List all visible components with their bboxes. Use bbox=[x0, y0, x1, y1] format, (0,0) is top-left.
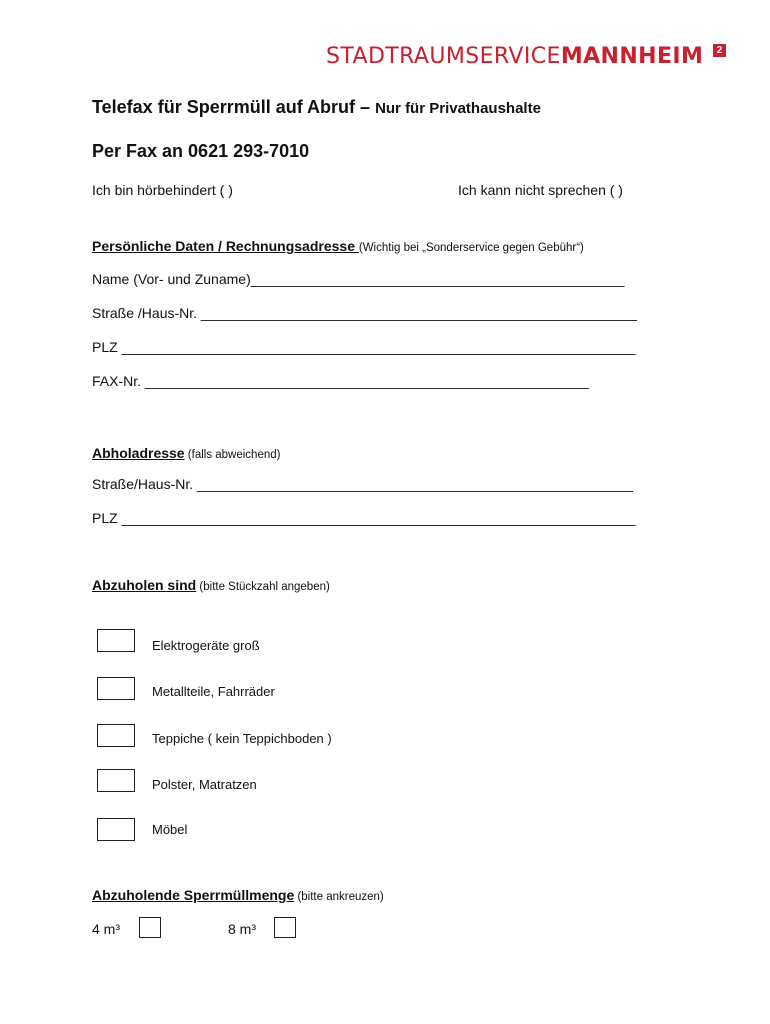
logo-text-bold: MANNHEIM bbox=[560, 44, 704, 69]
pickup-heading: Abholadresse bbox=[92, 445, 185, 461]
logo bbox=[326, 44, 726, 74]
quantity-box-upholstery[interactable] bbox=[97, 769, 135, 792]
zip-field[interactable]: PLZ __________________________________________________________________ bbox=[92, 339, 636, 355]
option-speech-impaired[interactable]: Ich kann nicht sprechen ( ) bbox=[458, 182, 623, 198]
item-label-furniture: Möbel bbox=[152, 822, 188, 837]
title-sub: Nur für Privathaushalte bbox=[375, 100, 541, 117]
items-heading: Abzuholen sind bbox=[92, 577, 197, 593]
volume-option-4-checkbox[interactable] bbox=[139, 917, 161, 938]
quantity-box-carpets[interactable] bbox=[97, 724, 135, 747]
item-label-metal: Metallteile, Fahrräder bbox=[152, 684, 275, 699]
volume-option-8-label: 8 m³ bbox=[228, 921, 256, 937]
personal-note: (Wichtig bei „Sonderservice gegen Gebühr“) bbox=[358, 242, 584, 254]
fax-number: Per Fax an 0621 293-7010 bbox=[92, 141, 310, 161]
street-field[interactable]: Straße /Haus-Nr. ________________________________________________________ bbox=[92, 305, 637, 321]
personal-section-header bbox=[92, 238, 584, 256]
volume-heading: Abzuholende Sperrmüllmenge bbox=[92, 887, 295, 903]
personal-heading: Persönliche Daten / Rechnungsadresse bbox=[92, 238, 359, 254]
quantity-box-electronics[interactable] bbox=[97, 629, 135, 652]
title-main: Telefax für Sperrmüll auf Abruf – bbox=[92, 97, 376, 117]
items-note: (bitte Stückzahl angeben) bbox=[196, 581, 330, 593]
volume-option-8-checkbox[interactable] bbox=[274, 917, 296, 938]
items-section-header bbox=[92, 577, 330, 595]
volume-option-4-label: 4 m³ bbox=[92, 921, 120, 937]
item-label-upholstery: Polster, Matratzen bbox=[152, 777, 257, 792]
pickup-zip-field[interactable]: PLZ __________________________________________________________________ bbox=[92, 510, 636, 526]
item-label-electronics: Elektrogeräte groß bbox=[152, 638, 260, 653]
volume-note: (bitte ankreuzen) bbox=[294, 891, 384, 903]
quantity-box-metal[interactable] bbox=[97, 677, 135, 700]
fax-field[interactable]: FAX-Nr. _________________________________________________________ bbox=[92, 373, 589, 389]
name-field[interactable]: Name (Vor- und Zuname)________________________________________________ bbox=[92, 271, 625, 287]
item-label-carpets: Teppiche ( kein Teppichboden ) bbox=[152, 731, 332, 746]
page-title bbox=[92, 97, 541, 118]
pickup-section-header bbox=[92, 445, 280, 463]
volume-section-header bbox=[92, 887, 384, 905]
pickup-street-field[interactable]: Straße/Haus-Nr. ________________________________________________________ bbox=[92, 476, 634, 492]
option-hearing-impaired[interactable]: Ich bin hörbehindert ( ) bbox=[92, 182, 233, 198]
logo-badge: 2 bbox=[713, 44, 726, 57]
logo-text-light: STADTRAUMSERVICE bbox=[326, 44, 561, 69]
quantity-box-furniture[interactable] bbox=[97, 818, 135, 841]
pickup-note: (falls abweichend) bbox=[184, 449, 281, 461]
